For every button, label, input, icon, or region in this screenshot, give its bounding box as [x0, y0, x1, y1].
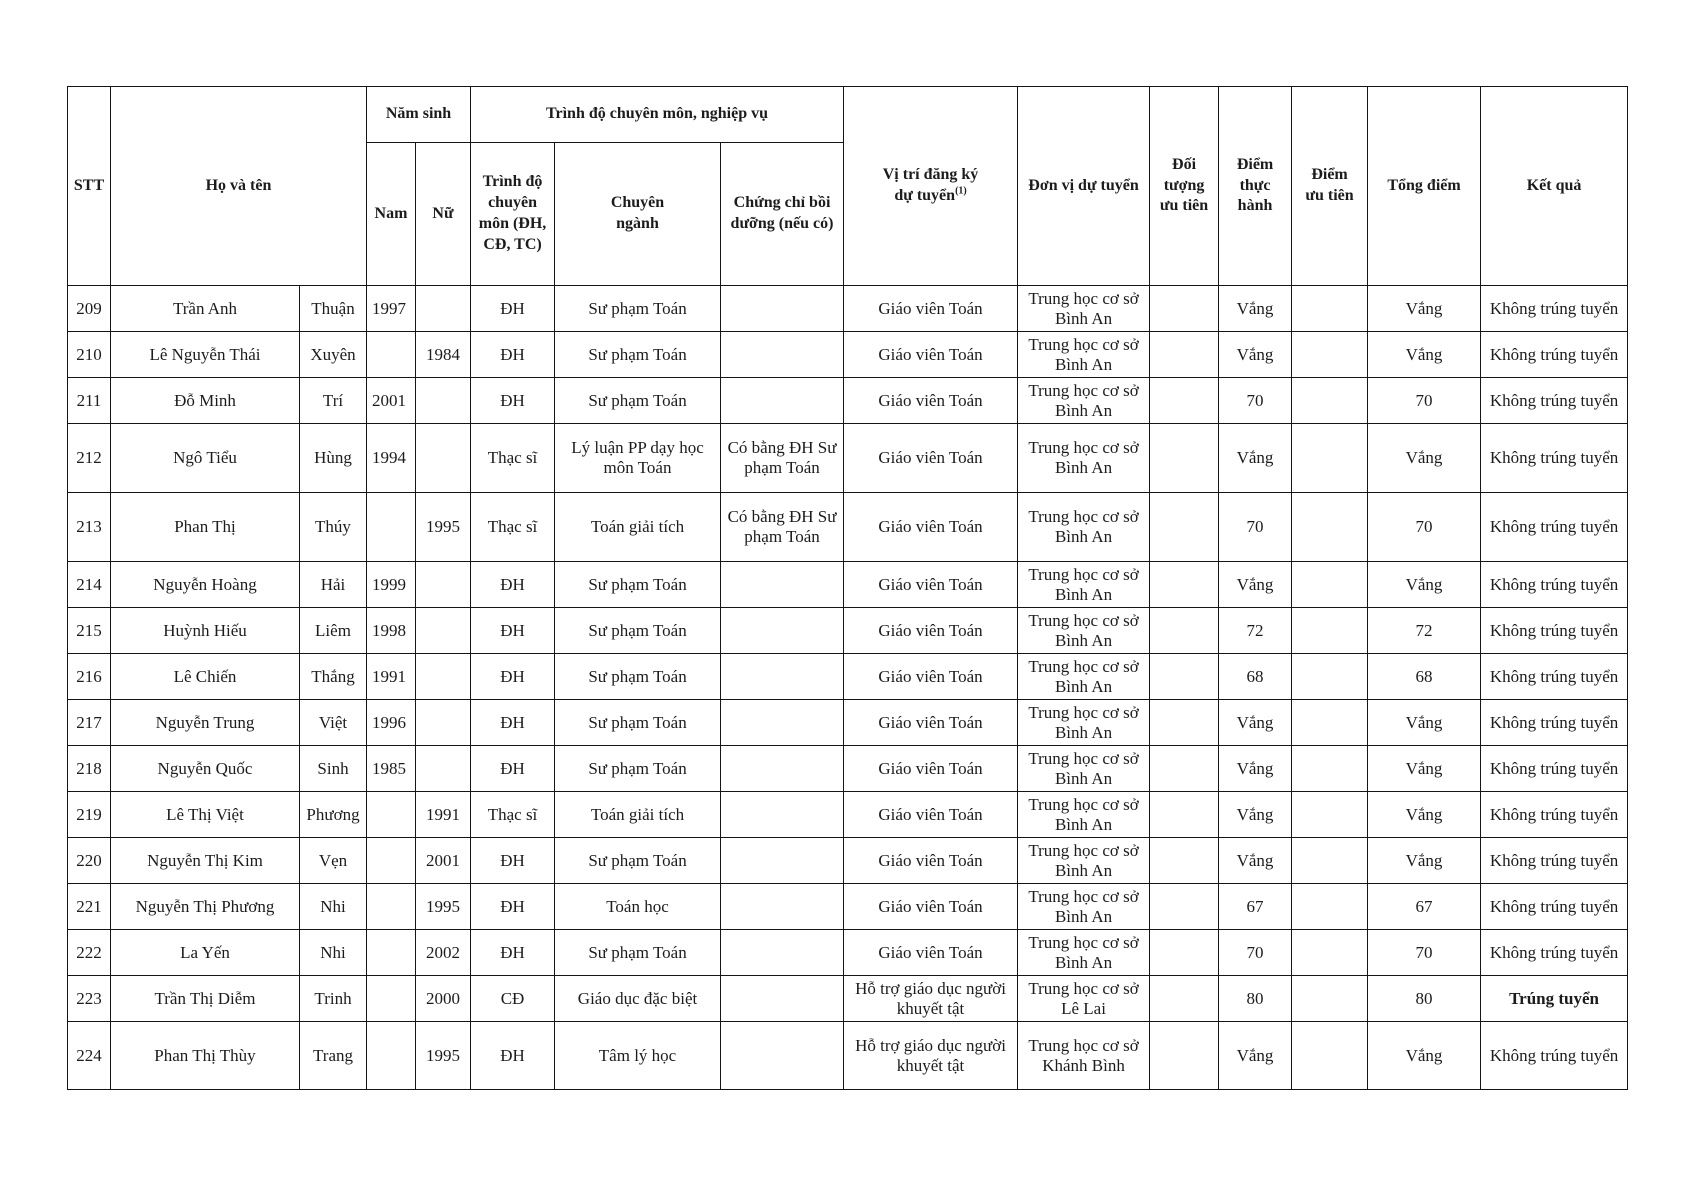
- total-score-cell: 72: [1368, 608, 1481, 654]
- major-cell: Sư phạm Toán: [555, 930, 721, 976]
- qualification-level-cell: ĐH: [471, 700, 555, 746]
- practical-score-cell: Vắng: [1219, 332, 1292, 378]
- given-name-cell: Sinh: [300, 746, 367, 792]
- table-row: [68, 976, 1628, 1022]
- stt-cell: 209: [68, 286, 111, 332]
- priority-group-cell: [1150, 562, 1219, 608]
- position-cell: Giáo viên Toán: [844, 700, 1018, 746]
- major-cell: Sư phạm Toán: [555, 562, 721, 608]
- birth-year-male-cell: 1985: [367, 746, 416, 792]
- priority-score-cell: [1292, 608, 1368, 654]
- certificate-cell: [721, 332, 844, 378]
- table-row: [68, 378, 1628, 424]
- result-cell: Không trúng tuyển: [1481, 930, 1628, 976]
- given-name-cell: Nhi: [300, 884, 367, 930]
- major-cell: Sư phạm Toán: [555, 654, 721, 700]
- stt-cell: 212: [68, 424, 111, 493]
- birth-year-female-cell: [416, 378, 471, 424]
- birth-year-female-cell: 1995: [416, 884, 471, 930]
- header-birth-year: Năm sinh: [367, 87, 471, 143]
- given-name-cell: Hải: [300, 562, 367, 608]
- header-row-top: [68, 87, 1628, 143]
- position-cell: Giáo viên Toán: [844, 562, 1018, 608]
- unit-cell: Trung học cơ sở Bình An: [1018, 746, 1150, 792]
- result-cell: Không trúng tuyển: [1481, 608, 1628, 654]
- unit-cell: Trung học cơ sở Bình An: [1018, 930, 1150, 976]
- unit-cell: Trung học cơ sở Bình An: [1018, 838, 1150, 884]
- major-cell: Giáo dục đặc biệt: [555, 976, 721, 1022]
- position-cell: Giáo viên Toán: [844, 332, 1018, 378]
- result-cell: Không trúng tuyển: [1481, 562, 1628, 608]
- priority-score-cell: [1292, 424, 1368, 493]
- stt-cell: 217: [68, 700, 111, 746]
- unit-cell: Trung học cơ sở Bình An: [1018, 884, 1150, 930]
- unit-cell: Trung học cơ sở Bình An: [1018, 562, 1150, 608]
- result-cell: Không trúng tuyển: [1481, 838, 1628, 884]
- certificate-cell: [721, 562, 844, 608]
- qualification-level-cell: ĐH: [471, 608, 555, 654]
- surname-cell: Phan Thị: [111, 493, 300, 562]
- practical-score-cell: 70: [1219, 378, 1292, 424]
- result-cell: Trúng tuyển: [1481, 976, 1628, 1022]
- result-cell: Không trúng tuyển: [1481, 746, 1628, 792]
- result-cell: Không trúng tuyển: [1481, 424, 1628, 493]
- major-cell: Tâm lý học: [555, 1022, 721, 1090]
- priority-score-cell: [1292, 930, 1368, 976]
- surname-cell: Trần Anh: [111, 286, 300, 332]
- certificate-cell: [721, 930, 844, 976]
- priority-group-cell: [1150, 424, 1219, 493]
- position-cell: Giáo viên Toán: [844, 746, 1018, 792]
- priority-group-cell: [1150, 608, 1219, 654]
- stt-cell: 222: [68, 930, 111, 976]
- priority-score-cell: [1292, 884, 1368, 930]
- position-cell: Giáo viên Toán: [844, 792, 1018, 838]
- priority-score-cell: [1292, 976, 1368, 1022]
- stt-cell: 215: [68, 608, 111, 654]
- major-cell: Toán giải tích: [555, 493, 721, 562]
- header-certificate-label: Chứng chỉ bồi dưỡng (nếu có): [730, 194, 834, 232]
- result-cell: Không trúng tuyển: [1481, 286, 1628, 332]
- surname-cell: Ngô Tiểu: [111, 424, 300, 493]
- priority-group-cell: [1150, 1022, 1219, 1090]
- birth-year-male-cell: [367, 792, 416, 838]
- table-header: [68, 87, 1628, 286]
- total-score-cell: Vắng: [1368, 332, 1481, 378]
- certificate-cell: [721, 976, 844, 1022]
- given-name-cell: Nhi: [300, 930, 367, 976]
- qualification-level-cell: ĐH: [471, 838, 555, 884]
- unit-cell: Trung học cơ sở Bình An: [1018, 608, 1150, 654]
- birth-year-female-cell: 2000: [416, 976, 471, 1022]
- priority-score-cell: [1292, 1022, 1368, 1090]
- birth-year-female-cell: 1995: [416, 1022, 471, 1090]
- stt-cell: 223: [68, 976, 111, 1022]
- certificate-cell: [721, 792, 844, 838]
- surname-cell: Nguyễn Thị Phương: [111, 884, 300, 930]
- qualification-level-cell: ĐH: [471, 286, 555, 332]
- qualification-level-cell: ĐH: [471, 930, 555, 976]
- given-name-cell: Việt: [300, 700, 367, 746]
- header-priority-score: [1292, 87, 1368, 286]
- certificate-cell: Có bằng ĐH Sư phạm Toán: [721, 493, 844, 562]
- position-cell: Giáo viên Toán: [844, 493, 1018, 562]
- birth-year-male-cell: [367, 838, 416, 884]
- surname-cell: Lê Chiến: [111, 654, 300, 700]
- header-certificate: [721, 143, 844, 286]
- surname-cell: Đỗ Minh: [111, 378, 300, 424]
- table-row: [68, 746, 1628, 792]
- surname-cell: Nguyễn Hoàng: [111, 562, 300, 608]
- given-name-cell: Trinh: [300, 976, 367, 1022]
- given-name-cell: Vẹn: [300, 838, 367, 884]
- birth-year-male-cell: [367, 884, 416, 930]
- practical-score-cell: 80: [1219, 976, 1292, 1022]
- priority-group-cell: [1150, 884, 1219, 930]
- birth-year-female-cell: [416, 654, 471, 700]
- major-cell: Sư phạm Toán: [555, 838, 721, 884]
- given-name-cell: Trí: [300, 378, 367, 424]
- stt-cell: 221: [68, 884, 111, 930]
- header-major: [555, 143, 721, 286]
- qualification-level-cell: ĐH: [471, 1022, 555, 1090]
- header-priority-group-label: Đối tượng ưu tiên: [1159, 155, 1209, 215]
- certificate-cell: [721, 654, 844, 700]
- given-name-cell: Xuyên: [300, 332, 367, 378]
- priority-group-cell: [1150, 976, 1219, 1022]
- total-score-cell: 67: [1368, 884, 1481, 930]
- certificate-cell: [721, 746, 844, 792]
- priority-score-cell: [1292, 792, 1368, 838]
- position-cell: Giáo viên Toán: [844, 838, 1018, 884]
- practical-score-cell: Vắng: [1219, 700, 1292, 746]
- position-cell: Giáo viên Toán: [844, 286, 1018, 332]
- birth-year-female-cell: [416, 608, 471, 654]
- table-row: [68, 884, 1628, 930]
- priority-group-cell: [1150, 700, 1219, 746]
- priority-score-cell: [1292, 378, 1368, 424]
- table-row: [68, 700, 1628, 746]
- practical-score-cell: Vắng: [1219, 424, 1292, 493]
- practical-score-cell: 68: [1219, 654, 1292, 700]
- result-cell: Không trúng tuyển: [1481, 654, 1628, 700]
- practical-score-cell: Vắng: [1219, 562, 1292, 608]
- priority-group-cell: [1150, 286, 1219, 332]
- position-cell: Giáo viên Toán: [844, 884, 1018, 930]
- practical-score-cell: 67: [1219, 884, 1292, 930]
- result-cell: Không trúng tuyển: [1481, 1022, 1628, 1090]
- header-total-score: Tổng điểm: [1368, 87, 1481, 286]
- given-name-cell: Thuận: [300, 286, 367, 332]
- stt-cell: 216: [68, 654, 111, 700]
- stt-cell: 214: [68, 562, 111, 608]
- position-cell: Giáo viên Toán: [844, 654, 1018, 700]
- unit-cell: Trung học cơ sở Bình An: [1018, 493, 1150, 562]
- practical-score-cell: Vắng: [1219, 838, 1292, 884]
- header-unit: Đơn vị dự tuyển: [1018, 87, 1150, 286]
- priority-group-cell: [1150, 746, 1219, 792]
- header-practical-score-label: Điểm thực hành: [1236, 155, 1274, 215]
- unit-cell: Trung học cơ sở Bình An: [1018, 378, 1150, 424]
- priority-group-cell: [1150, 792, 1219, 838]
- unit-cell: Trung học cơ sở Bình An: [1018, 700, 1150, 746]
- qualification-level-cell: ĐH: [471, 332, 555, 378]
- priority-score-cell: [1292, 562, 1368, 608]
- birth-year-female-cell: [416, 700, 471, 746]
- qualification-level-cell: Thạc sĩ: [471, 424, 555, 493]
- unit-cell: Trung học cơ sở Bình An: [1018, 654, 1150, 700]
- birth-year-male-cell: [367, 930, 416, 976]
- position-cell: Giáo viên Toán: [844, 424, 1018, 493]
- birth-year-male-cell: [367, 1022, 416, 1090]
- total-score-cell: Vắng: [1368, 746, 1481, 792]
- header-position-label: Vị trí đăng ký dự tuyển: [882, 166, 979, 204]
- unit-cell: Trung học cơ sở Bình An: [1018, 286, 1150, 332]
- qualification-level-cell: CĐ: [471, 976, 555, 1022]
- priority-score-cell: [1292, 286, 1368, 332]
- priority-group-cell: [1150, 493, 1219, 562]
- surname-cell: Huỳnh Hiếu: [111, 608, 300, 654]
- certificate-cell: [721, 378, 844, 424]
- table-body: [68, 286, 1628, 1090]
- qualification-level-cell: Thạc sĩ: [471, 493, 555, 562]
- certificate-cell: [721, 884, 844, 930]
- stt-cell: 219: [68, 792, 111, 838]
- header-female: Nữ: [416, 143, 471, 286]
- birth-year-female-cell: 1984: [416, 332, 471, 378]
- total-score-cell: Vắng: [1368, 286, 1481, 332]
- given-name-cell: Thúy: [300, 493, 367, 562]
- result-cell: Không trúng tuyển: [1481, 493, 1628, 562]
- table-row: [68, 608, 1628, 654]
- table-row: [68, 792, 1628, 838]
- unit-cell: Trung học cơ sở Bình An: [1018, 792, 1150, 838]
- birth-year-female-cell: 1991: [416, 792, 471, 838]
- surname-cell: Nguyễn Thị Kim: [111, 838, 300, 884]
- unit-cell: Trung học cơ sở Bình An: [1018, 332, 1150, 378]
- practical-score-cell: 70: [1219, 493, 1292, 562]
- position-cell: Hỗ trợ giáo dục người khuyết tật: [844, 1022, 1018, 1090]
- certificate-cell: [721, 838, 844, 884]
- birth-year-female-cell: [416, 562, 471, 608]
- surname-cell: Trần Thị Diễm: [111, 976, 300, 1022]
- surname-cell: Nguyễn Quốc: [111, 746, 300, 792]
- unit-cell: Trung học cơ sở Khánh Bình: [1018, 1022, 1150, 1090]
- stt-cell: 210: [68, 332, 111, 378]
- given-name-cell: Hùng: [300, 424, 367, 493]
- total-score-cell: 80: [1368, 976, 1481, 1022]
- practical-score-cell: Vắng: [1219, 746, 1292, 792]
- major-cell: Sư phạm Toán: [555, 746, 721, 792]
- header-priority-group: [1150, 87, 1219, 286]
- result-cell: Không trúng tuyển: [1481, 792, 1628, 838]
- birth-year-male-cell: [367, 332, 416, 378]
- result-cell: Không trúng tuyển: [1481, 884, 1628, 930]
- priority-score-cell: [1292, 746, 1368, 792]
- header-male: Nam: [367, 143, 416, 286]
- stt-cell: 211: [68, 378, 111, 424]
- header-position: [844, 87, 1018, 286]
- surname-cell: Lê Nguyễn Thái: [111, 332, 300, 378]
- total-score-cell: Vắng: [1368, 700, 1481, 746]
- certificate-cell: Có bằng ĐH Sư phạm Toán: [721, 424, 844, 493]
- table-row: [68, 493, 1628, 562]
- result-cell: Không trúng tuyển: [1481, 378, 1628, 424]
- total-score-cell: 70: [1368, 493, 1481, 562]
- recruitment-results-table: [67, 86, 1628, 1090]
- qualification-level-cell: ĐH: [471, 378, 555, 424]
- table-row: [68, 332, 1628, 378]
- position-cell: Giáo viên Toán: [844, 608, 1018, 654]
- position-cell: Hỗ trợ giáo dục người khuyết tật: [844, 976, 1018, 1022]
- given-name-cell: Phương: [300, 792, 367, 838]
- birth-year-female-cell: [416, 746, 471, 792]
- priority-group-cell: [1150, 838, 1219, 884]
- table-row: [68, 1022, 1628, 1090]
- header-qualification-level: [471, 143, 555, 286]
- birth-year-male-cell: 2001: [367, 378, 416, 424]
- stt-cell: 220: [68, 838, 111, 884]
- practical-score-cell: 70: [1219, 930, 1292, 976]
- major-cell: Sư phạm Toán: [555, 332, 721, 378]
- table-row: [68, 930, 1628, 976]
- priority-score-cell: [1292, 700, 1368, 746]
- surname-cell: Phan Thị Thùy: [111, 1022, 300, 1090]
- practical-score-cell: 72: [1219, 608, 1292, 654]
- priority-score-cell: [1292, 654, 1368, 700]
- total-score-cell: 70: [1368, 930, 1481, 976]
- given-name-cell: Trang: [300, 1022, 367, 1090]
- priority-group-cell: [1150, 930, 1219, 976]
- priority-score-cell: [1292, 332, 1368, 378]
- result-cell: Không trúng tuyển: [1481, 700, 1628, 746]
- birth-year-male-cell: 1999: [367, 562, 416, 608]
- total-score-cell: Vắng: [1368, 792, 1481, 838]
- priority-score-cell: [1292, 838, 1368, 884]
- stt-cell: 218: [68, 746, 111, 792]
- priority-group-cell: [1150, 654, 1219, 700]
- certificate-cell: [721, 286, 844, 332]
- practical-score-cell: Vắng: [1219, 792, 1292, 838]
- table-row: [68, 562, 1628, 608]
- total-score-cell: 68: [1368, 654, 1481, 700]
- surname-cell: La Yến: [111, 930, 300, 976]
- birth-year-male-cell: 1998: [367, 608, 416, 654]
- priority-score-cell: [1292, 493, 1368, 562]
- certificate-cell: [721, 700, 844, 746]
- major-cell: Sư phạm Toán: [555, 286, 721, 332]
- birth-year-male-cell: [367, 493, 416, 562]
- priority-group-cell: [1150, 332, 1219, 378]
- table-row: [68, 424, 1628, 493]
- birth-year-male-cell: 1996: [367, 700, 416, 746]
- birth-year-female-cell: 2002: [416, 930, 471, 976]
- practical-score-cell: Vắng: [1219, 1022, 1292, 1090]
- total-score-cell: Vắng: [1368, 838, 1481, 884]
- major-cell: Sư phạm Toán: [555, 700, 721, 746]
- qualification-level-cell: Thạc sĩ: [471, 792, 555, 838]
- major-cell: Lý luận PP dạy học môn Toán: [555, 424, 721, 493]
- table-row: [68, 838, 1628, 884]
- birth-year-male-cell: 1994: [367, 424, 416, 493]
- birth-year-female-cell: 1995: [416, 493, 471, 562]
- certificate-cell: [721, 608, 844, 654]
- total-score-cell: 70: [1368, 378, 1481, 424]
- total-score-cell: Vắng: [1368, 1022, 1481, 1090]
- stt-cell: 213: [68, 493, 111, 562]
- position-cell: Giáo viên Toán: [844, 378, 1018, 424]
- table-row: [68, 654, 1628, 700]
- header-priority-score-label: Điểm ưu tiên: [1305, 166, 1354, 204]
- header-stt: STT: [68, 87, 111, 286]
- given-name-cell: Liêm: [300, 608, 367, 654]
- surname-cell: Lê Thị Việt: [111, 792, 300, 838]
- birth-year-female-cell: [416, 424, 471, 493]
- qualification-level-cell: ĐH: [471, 654, 555, 700]
- result-cell: Không trúng tuyển: [1481, 332, 1628, 378]
- qualification-level-cell: ĐH: [471, 884, 555, 930]
- major-cell: Toán học: [555, 884, 721, 930]
- header-result: Kết quả: [1481, 87, 1628, 286]
- birth-year-male-cell: 1997: [367, 286, 416, 332]
- footnote-marker: (1): [955, 185, 967, 197]
- header-practical-score: [1219, 87, 1292, 286]
- birth-year-female-cell: [416, 286, 471, 332]
- major-cell: Toán giải tích: [555, 792, 721, 838]
- certificate-cell: [721, 1022, 844, 1090]
- qualification-level-cell: ĐH: [471, 746, 555, 792]
- major-cell: Sư phạm Toán: [555, 608, 721, 654]
- stt-cell: 224: [68, 1022, 111, 1090]
- header-full-name: Họ và tên: [111, 87, 367, 286]
- birth-year-male-cell: 1991: [367, 654, 416, 700]
- unit-cell: Trung học cơ sở Bình An: [1018, 424, 1150, 493]
- qualification-level-cell: ĐH: [471, 562, 555, 608]
- priority-group-cell: [1150, 378, 1219, 424]
- birth-year-male-cell: [367, 976, 416, 1022]
- birth-year-female-cell: 2001: [416, 838, 471, 884]
- header-qualification-group: Trình độ chuyên môn, nghiệp vụ: [471, 87, 844, 143]
- practical-score-cell: Vắng: [1219, 286, 1292, 332]
- header-qualification-level-label: Trình độ chuyên môn (ĐH, CĐ, TC): [478, 173, 547, 253]
- header-major-label: Chuyên ngành: [610, 194, 665, 232]
- total-score-cell: Vắng: [1368, 562, 1481, 608]
- table-row: [68, 286, 1628, 332]
- given-name-cell: Thắng: [300, 654, 367, 700]
- unit-cell: Trung học cơ sở Lê Lai: [1018, 976, 1150, 1022]
- total-score-cell: Vắng: [1368, 424, 1481, 493]
- position-cell: Giáo viên Toán: [844, 930, 1018, 976]
- major-cell: Sư phạm Toán: [555, 378, 721, 424]
- surname-cell: Nguyễn Trung: [111, 700, 300, 746]
